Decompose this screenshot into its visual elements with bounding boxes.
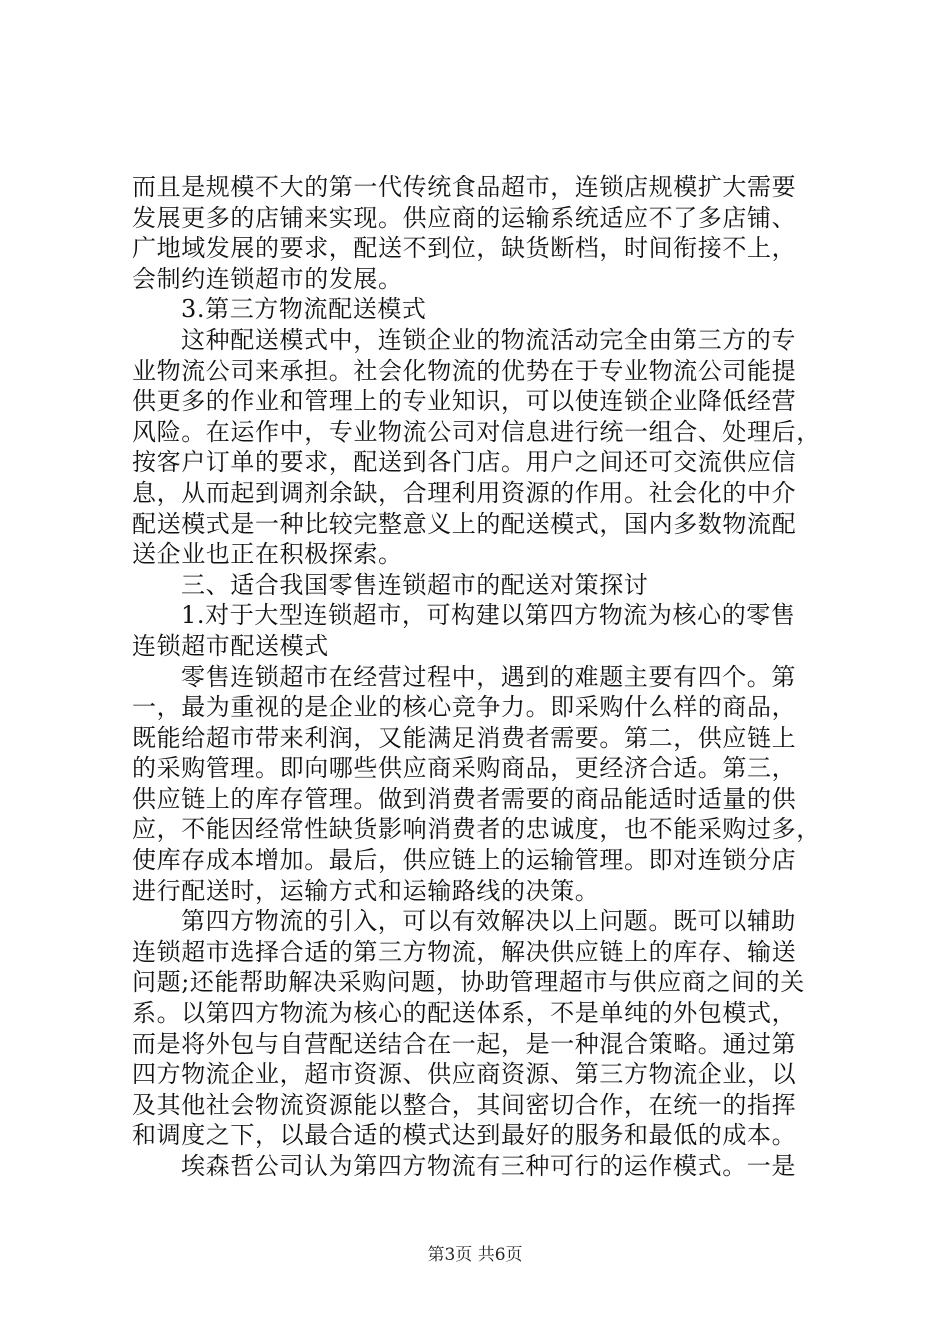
document-body — [132, 172, 832, 1182]
text-line: 和调度之下，以最合适的模式达到最好的服务和最低的成本。 — [132, 1121, 797, 1150]
section-heading: 3.第三方物流配送模式 — [181, 295, 427, 324]
text-line: 而且是规模不大的第一代传统食品超市，连锁店规模扩大需要 — [132, 173, 797, 201]
text-line: 息，从而起到调剂余缺，合理利用资源的作用。社会化的中介 — [132, 478, 797, 507]
text-line: 业物流公司来承担。社会化物流的优势在于专业物流公司能提 — [132, 356, 797, 385]
text-line: 既能给超市带来利润，又能满足消费者需要。第二，供应链上 — [132, 723, 797, 752]
text-line: 发展更多的店铺来实现。供应商的运输系统适应不了多店铺、 — [132, 203, 797, 232]
text-line: 的采购管理。即向哪些供应商采购商品，更经济合适。第三， — [132, 754, 797, 783]
text-line: 会制约连锁超市的发展。 — [132, 264, 403, 293]
text-line: 零售连锁超市在经营过程中，遇到的难题主要有四个。第 — [181, 662, 796, 691]
text-line: 四方物流企业，超市资源、供应商资源、第三方物流企业，以 — [132, 1060, 797, 1089]
text-line: 连锁超市选择合适的第三方物流，解决供应链上的库存、输送 — [132, 937, 797, 966]
text-line: 进行配送时，运输方式和运输路线的决策。 — [132, 876, 600, 905]
text-line: 供应链上的库存管理。做到消费者需要的商品能适时适量的供 — [132, 784, 797, 813]
text-line: 配送模式是一种比较完整意义上的配送模式，国内多数物流配 — [132, 509, 797, 538]
text-line: 连锁超市配送模式 — [132, 631, 329, 660]
text-line: 供更多的作业和管理上的专业知识，可以使连锁企业降低经营 — [132, 387, 797, 416]
text-line: 第四方物流的引入，可以有效解决以上问题。既可以辅助 — [181, 907, 796, 936]
text-line: 应，不能因经常性缺货影响消费者的忠诚度，也不能采购过多， — [132, 815, 821, 844]
subsection-heading: 1.对于大型连锁超市，可构建以第四方物流为核心的零售 — [181, 601, 796, 630]
text-line: 而是将外包与自营配送结合在一起，是一种混合策略。通过第 — [132, 1029, 797, 1058]
text-line: 系。以第四方物流为核心的配送体系，不是单纯的外包模式， — [132, 999, 797, 1028]
text-line: 风险。在运作中，专业物流公司对信息进行统一组合、处理后， — [132, 417, 821, 446]
text-line: 问题;还能帮助解决采购问题，协助管理超市与供应商之间的关 — [132, 968, 805, 997]
page-number-footer: 第3页 共6页 — [427, 1245, 523, 1265]
text-line: 广地域发展的要求，配送不到位，缺货断档，时间衔接不上， — [132, 234, 797, 263]
text-line: 送企业也正在积极探索。 — [132, 540, 403, 569]
text-line: 埃森哲公司认为第四方物流有三种可行的运作模式。一是 — [181, 1152, 796, 1180]
section-heading: 三、适合我国零售连锁超市的配送对策探讨 — [181, 570, 649, 599]
text-line: 按客户订单的要求，配送到各门店。用户之间还可交流供应信 — [132, 448, 797, 477]
text-line: 及其他社会物流资源能以整合，其间密切合作，在统一的指挥 — [132, 1090, 797, 1119]
text-line: 一，最为重视的是企业的核心竞争力。即采购什么样的商品， — [132, 693, 797, 722]
text-line: 这种配送模式中，连锁企业的物流活动完全由第三方的专 — [181, 325, 796, 354]
text-line: 使库存成本增加。最后，供应链上的运输管理。即对连锁分店 — [132, 846, 797, 875]
